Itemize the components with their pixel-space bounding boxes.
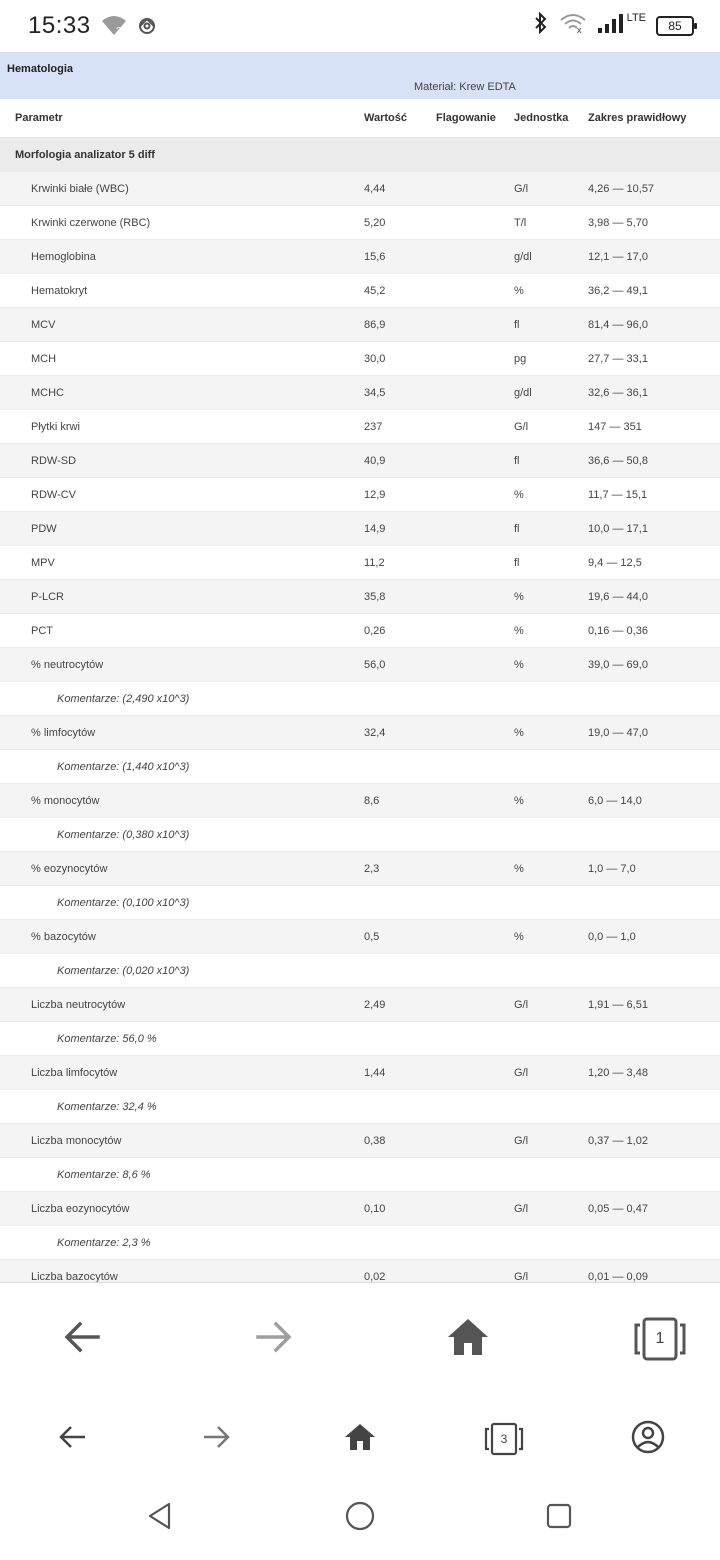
- param-name: MPV: [0, 546, 364, 580]
- nav-tabs-button[interactable]: [480, 1415, 528, 1463]
- param-range: 0,37 — 1,02: [588, 1124, 720, 1158]
- param-flag: [436, 410, 514, 444]
- param-name: PDW: [0, 512, 364, 546]
- table-row: [0, 852, 720, 886]
- table-row: [0, 206, 720, 240]
- param-unit: G/l: [514, 410, 588, 444]
- param-value: 0,38: [364, 1124, 436, 1158]
- table-row: [0, 784, 720, 818]
- param-flag: [436, 614, 514, 648]
- header-jednostka: Jednostka: [514, 99, 588, 138]
- circle-home-icon: [344, 1500, 376, 1537]
- sync-icon: [136, 14, 158, 41]
- param-flag: [436, 852, 514, 886]
- param-name: Hematokryt: [0, 274, 364, 308]
- comment-text: Komentarze: (1,440 x10^3): [0, 750, 720, 784]
- battery-icon: 85: [656, 16, 694, 36]
- comment-text: Komentarze: 56,0 %: [0, 1022, 720, 1056]
- table-row: [0, 614, 720, 648]
- table-row: [0, 308, 720, 342]
- group-title: Morfologia analizator 5 diff: [0, 138, 720, 173]
- param-range: 4,26 — 10,57: [588, 172, 720, 206]
- param-unit: fl: [514, 308, 588, 342]
- param-range: 0,0 — 1,0: [588, 920, 720, 954]
- param-value: 32,4: [364, 716, 436, 750]
- network-type: LTE: [626, 11, 646, 24]
- param-value: 0,02: [364, 1260, 436, 1284]
- param-unit: %: [514, 580, 588, 614]
- param-unit: fl: [514, 512, 588, 546]
- table-row: [0, 512, 720, 546]
- system-nav: [0, 1480, 720, 1560]
- browser-toolbar: [0, 1282, 720, 1396]
- param-flag: [436, 546, 514, 580]
- param-name: MCHC: [0, 376, 364, 410]
- param-unit: G/l: [514, 988, 588, 1022]
- param-range: 39,0 — 69,0: [588, 648, 720, 682]
- param-name: Liczba eozynocytów: [0, 1192, 364, 1226]
- tabs-icon: [482, 1421, 526, 1457]
- param-flag: [436, 308, 514, 342]
- table-row: [0, 1056, 720, 1090]
- table-row: [0, 240, 720, 274]
- param-range: 1,0 — 7,0: [588, 852, 720, 886]
- param-flag: [436, 988, 514, 1022]
- param-unit: G/l: [514, 1056, 588, 1090]
- param-name: Liczba limfocytów: [0, 1056, 364, 1090]
- tab-count: 3: [500, 1432, 508, 1446]
- comment-text: Komentarze: 32,4 %: [0, 1090, 720, 1124]
- param-flag: [436, 240, 514, 274]
- table-row: [0, 172, 720, 206]
- param-value: 45,2: [364, 274, 436, 308]
- table-row: [0, 1260, 720, 1284]
- header-parametr: Parametr: [0, 99, 364, 138]
- param-name: RDW-SD: [0, 444, 364, 478]
- param-range: 27,7 — 33,1: [588, 342, 720, 376]
- param-flag: [436, 716, 514, 750]
- param-unit: %: [514, 274, 588, 308]
- param-flag: [436, 1260, 514, 1284]
- param-flag: [436, 342, 514, 376]
- param-range: 36,6 — 50,8: [588, 444, 720, 478]
- param-unit: g/dl: [514, 376, 588, 410]
- param-flag: [436, 648, 514, 682]
- param-name: Liczba bazocytów: [0, 1260, 364, 1284]
- param-value: 0,10: [364, 1192, 436, 1226]
- account-icon: [630, 1419, 666, 1460]
- table-row: [0, 920, 720, 954]
- param-name: MCH: [0, 342, 364, 376]
- param-unit: %: [514, 648, 588, 682]
- table-row: [0, 444, 720, 478]
- comment-row: [0, 818, 720, 852]
- param-flag: [436, 1192, 514, 1226]
- wifi-icon: [559, 12, 587, 39]
- param-range: 19,0 — 47,0: [588, 716, 720, 750]
- param-value: 8,6: [364, 784, 436, 818]
- signal-icon: [597, 12, 623, 39]
- comment-text: Komentarze: (0,380 x10^3): [0, 818, 720, 852]
- param-value: 237: [364, 410, 436, 444]
- table-row: [0, 274, 720, 308]
- table-row: [0, 988, 720, 1022]
- param-value: 5,20: [364, 206, 436, 240]
- tab-count: 1: [655, 1330, 665, 1347]
- section-title: Hematologia: [7, 63, 74, 75]
- param-name: Liczba neutrocytów: [0, 988, 364, 1022]
- param-name: % eozynocytów: [0, 852, 364, 886]
- param-name: Liczba monocytów: [0, 1124, 364, 1158]
- comment-row: [0, 954, 720, 988]
- comment-row: [0, 886, 720, 920]
- param-name: Hemoglobina: [0, 240, 364, 274]
- param-range: 1,20 — 3,48: [588, 1056, 720, 1090]
- table-row: [0, 1192, 720, 1226]
- param-value: 2,3: [364, 852, 436, 886]
- tabs-icon: [632, 1315, 688, 1363]
- status-bar: [0, 0, 720, 52]
- tabs-button[interactable]: [630, 1311, 690, 1367]
- param-unit: T/l: [514, 206, 588, 240]
- svg-text:?: ?: [116, 26, 122, 36]
- home-icon: [342, 1421, 378, 1458]
- svg-text:x: x: [576, 25, 582, 34]
- param-name: Płytki krwi: [0, 410, 364, 444]
- param-unit: %: [514, 478, 588, 512]
- param-value: 34,5: [364, 376, 436, 410]
- system-back-button[interactable]: [140, 1498, 180, 1538]
- param-name: % monocytów: [0, 784, 364, 818]
- comment-text: Komentarze: 8,6 %: [0, 1158, 720, 1192]
- app-navbar: [0, 1395, 720, 1480]
- param-value: 30,0: [364, 342, 436, 376]
- forward-button[interactable]: [244, 1311, 304, 1367]
- param-range: 6,0 — 14,0: [588, 784, 720, 818]
- param-unit: G/l: [514, 1260, 588, 1284]
- param-range: 19,6 — 44,0: [588, 580, 720, 614]
- results-table: [0, 99, 720, 1283]
- param-range: 9,4 — 12,5: [588, 546, 720, 580]
- forward-arrow-icon: [252, 1315, 296, 1364]
- back-arrow-icon: [57, 1421, 89, 1458]
- table-header-row: [0, 99, 720, 138]
- param-value: 0,26: [364, 614, 436, 648]
- param-flag: [436, 478, 514, 512]
- nav-home-button[interactable]: [336, 1415, 384, 1463]
- param-name: % limfocytów: [0, 716, 364, 750]
- param-flag: [436, 920, 514, 954]
- param-unit: G/l: [514, 1124, 588, 1158]
- param-name: % neutrocytów: [0, 648, 364, 682]
- comment-text: Komentarze: 2,3 %: [0, 1226, 720, 1260]
- back-arrow-icon: [60, 1315, 104, 1364]
- comment-row: [0, 682, 720, 716]
- param-range: 0,05 — 0,47: [588, 1192, 720, 1226]
- table-row: [0, 546, 720, 580]
- param-name: % bazocytów: [0, 920, 364, 954]
- param-range: 0,01 — 0,09: [588, 1260, 720, 1284]
- comment-row: [0, 1022, 720, 1056]
- param-value: 12,9: [364, 478, 436, 512]
- param-flag: [436, 172, 514, 206]
- param-range: 10,0 — 17,1: [588, 512, 720, 546]
- table-row: [0, 716, 720, 750]
- param-flag: [436, 274, 514, 308]
- param-range: 12,1 — 17,0: [588, 240, 720, 274]
- param-value: 15,6: [364, 240, 436, 274]
- triangle-back-icon: [145, 1501, 175, 1536]
- back-button[interactable]: [52, 1311, 112, 1367]
- table-row: [0, 580, 720, 614]
- table-row: [0, 410, 720, 444]
- param-value: 0,5: [364, 920, 436, 954]
- web-content: [0, 52, 720, 1283]
- param-flag: [436, 1056, 514, 1090]
- param-unit: %: [514, 614, 588, 648]
- header-flagowanie: Flagowanie: [436, 99, 514, 138]
- param-flag: [436, 444, 514, 478]
- param-unit: pg: [514, 342, 588, 376]
- param-unit: fl: [514, 546, 588, 580]
- param-unit: %: [514, 784, 588, 818]
- comment-text: Komentarze: (0,020 x10^3): [0, 954, 720, 988]
- param-unit: %: [514, 920, 588, 954]
- comment-row: [0, 750, 720, 784]
- param-value: 86,9: [364, 308, 436, 342]
- wifi-unknown-icon: [100, 14, 128, 41]
- param-value: 40,9: [364, 444, 436, 478]
- comment-row: [0, 1158, 720, 1192]
- comment-text: Komentarze: (0,100 x10^3): [0, 886, 720, 920]
- system-home-button[interactable]: [340, 1498, 380, 1538]
- group-row: [0, 138, 720, 173]
- param-flag: [436, 376, 514, 410]
- param-unit: fl: [514, 444, 588, 478]
- param-value: 4,44: [364, 172, 436, 206]
- section-header: [0, 53, 720, 99]
- param-value: 2,49: [364, 988, 436, 1022]
- table-row: [0, 1124, 720, 1158]
- param-range: 32,6 — 36,1: [588, 376, 720, 410]
- param-value: 56,0: [364, 648, 436, 682]
- header-wartosc: Wartość: [364, 99, 436, 138]
- param-name: Krwinki czerwone (RBC): [0, 206, 364, 240]
- param-value: 1,44: [364, 1056, 436, 1090]
- param-range: 36,2 — 49,1: [588, 274, 720, 308]
- param-name: P-LCR: [0, 580, 364, 614]
- param-name: Krwinki białe (WBC): [0, 172, 364, 206]
- param-name: PCT: [0, 614, 364, 648]
- param-unit: g/dl: [514, 240, 588, 274]
- param-name: MCV: [0, 308, 364, 342]
- param-flag: [436, 206, 514, 240]
- account-button[interactable]: [624, 1415, 672, 1463]
- status-time: 15:33: [28, 12, 91, 39]
- param-unit: %: [514, 852, 588, 886]
- param-range: 81,4 — 96,0: [588, 308, 720, 342]
- param-flag: [436, 1124, 514, 1158]
- param-value: 11,2: [364, 546, 436, 580]
- table-row: [0, 342, 720, 376]
- param-flag: [436, 784, 514, 818]
- square-recents-icon: [544, 1501, 574, 1536]
- param-flag: [436, 512, 514, 546]
- param-unit: %: [514, 716, 588, 750]
- param-name: RDW-CV: [0, 478, 364, 512]
- comment-row: [0, 1226, 720, 1260]
- param-range: 11,7 — 15,1: [588, 478, 720, 512]
- comment-text: Komentarze: (2,490 x10^3): [0, 682, 720, 716]
- param-flag: [436, 580, 514, 614]
- param-range: 147 — 351: [588, 410, 720, 444]
- home-button[interactable]: [438, 1311, 498, 1367]
- forward-arrow-icon: [200, 1421, 232, 1458]
- bluetooth-icon: [533, 12, 549, 39]
- param-unit: G/l: [514, 172, 588, 206]
- system-recents-button[interactable]: [539, 1498, 579, 1538]
- table-row: [0, 478, 720, 512]
- param-value: 35,8: [364, 580, 436, 614]
- param-value: 14,9: [364, 512, 436, 546]
- param-unit: G/l: [514, 1192, 588, 1226]
- nav-back-button[interactable]: [49, 1415, 97, 1463]
- table-row: [0, 376, 720, 410]
- param-range: 0,16 — 0,36: [588, 614, 720, 648]
- param-range: 3,98 — 5,70: [588, 206, 720, 240]
- section-material: Materiał: Krew EDTA: [414, 81, 516, 93]
- header-zakres: Zakres prawidłowy: [588, 99, 720, 138]
- comment-row: [0, 1090, 720, 1124]
- table-row: [0, 648, 720, 682]
- nav-forward-button[interactable]: [192, 1415, 240, 1463]
- home-icon: [444, 1315, 492, 1364]
- param-range: 1,91 — 6,51: [588, 988, 720, 1022]
